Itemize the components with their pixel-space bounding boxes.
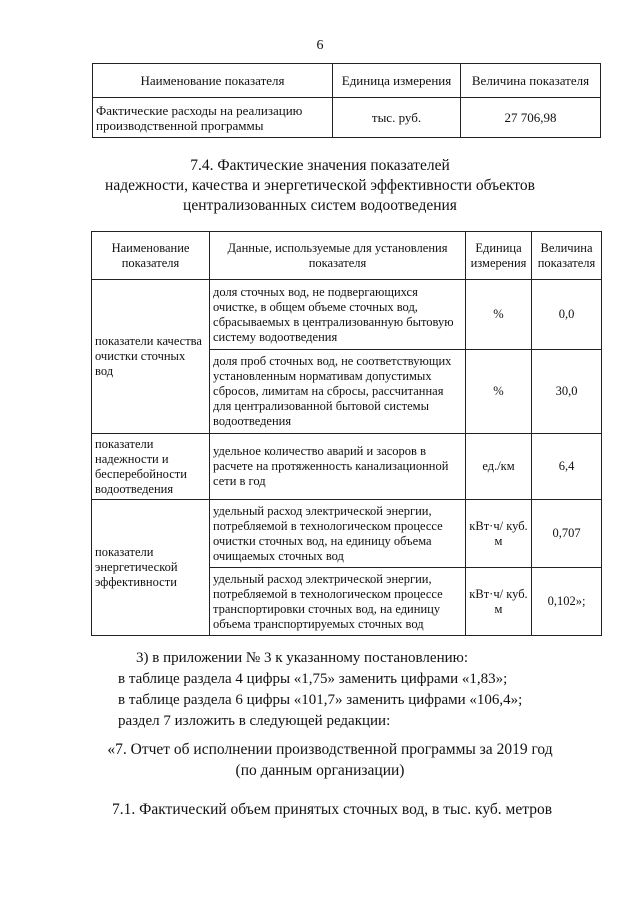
table1-cell: тыс. руб. (333, 98, 461, 138)
group-name: показатели энергетической эффективности (92, 500, 210, 636)
indicators-table (91, 231, 602, 636)
section71-heading: 7.1. Фактический объем принятых сточных вод, в тыс. куб. метров (111, 801, 553, 818)
indicator-value: 0,707 (532, 500, 602, 568)
indicator-value: 0,102»; (532, 568, 602, 636)
table2-header: Наименование показателя (92, 232, 210, 280)
section7-subheading: (по данным организации) (235, 762, 405, 779)
indicator-data: удельный расход электрической энергии, потребляемой в технологическом процессе очистки сточных вод, на единицу объема очищаемых сточных вод (210, 500, 466, 568)
indicator-data: доля сточных вод, не подвергающихся очистке, в общем объеме сточных вод, сбрасываемых в централизованную бытовую систему водоотведения (210, 280, 466, 350)
table1-cell: 27 706,98 (461, 98, 601, 138)
amendment-line: раздел 7 изложить в следующей редакции: (118, 713, 391, 729)
indicator-value: 6,4 (532, 434, 602, 500)
table1-header: Единица измерения (333, 64, 461, 98)
table2-header: Данные, используемые для установления показателя (210, 232, 466, 280)
indicator-unit: кВт·ч/ куб. м (466, 500, 532, 568)
table1-header: Наименование показателя (93, 64, 333, 98)
indicator-value: 30,0 (532, 350, 602, 434)
indicator-value: 0,0 (532, 280, 602, 350)
group-name: показатели качества очистки сточных вод (92, 280, 210, 434)
indicator-data: удельный расход электрической энергии, потребляемой в технологическом процессе транспортировки сточных вод, на единицу объема транспортируемых сточных вод (210, 568, 466, 636)
expenses-table (92, 63, 601, 138)
table2-header: Величина показателя (532, 232, 602, 280)
amendment-line: в таблице раздела 4 цифры «1,75» заменить цифрами «1,83»; (118, 671, 508, 687)
indicator-data: удельное количество аварий и засоров в расчете на протяженность канализационной сети в год (210, 434, 466, 500)
page-number: 6 (316, 38, 324, 53)
indicator-unit: % (466, 350, 532, 434)
section-heading: 7.4. Фактические значения показателей (190, 157, 450, 174)
indicator-unit: % (466, 280, 532, 350)
section7-heading: «7. Отчет об исполнении производственной программы за 2019 год (107, 741, 553, 758)
section-heading: централизованных систем водоотведения (183, 197, 457, 214)
table2-header: Единица измерения (466, 232, 532, 280)
section-heading: надежности, качества и энергетической эффективности объектов (105, 177, 535, 194)
indicator-unit: ед./км (466, 434, 532, 500)
group-name: показатели надежности и бесперебойности водоотведения (92, 434, 210, 500)
table1-cell: Фактические расходы на реализацию производственной программы (93, 98, 333, 138)
table1-header: Величина показателя (461, 64, 601, 98)
indicator-data: доля проб сточных вод, не соответствующих установленным нормативам допустимых сбросов, лимитам на сбросы, рассчитанная для централизованной бытовой системы водоотведения (210, 350, 466, 434)
amendment-line: 3) в приложении № 3 к указанному постановлению: (136, 650, 468, 666)
indicator-unit: кВт·ч/ куб. м (466, 568, 532, 636)
amendment-line: в таблице раздела 6 цифры «101,7» заменить цифрами «106,4»; (118, 692, 523, 708)
